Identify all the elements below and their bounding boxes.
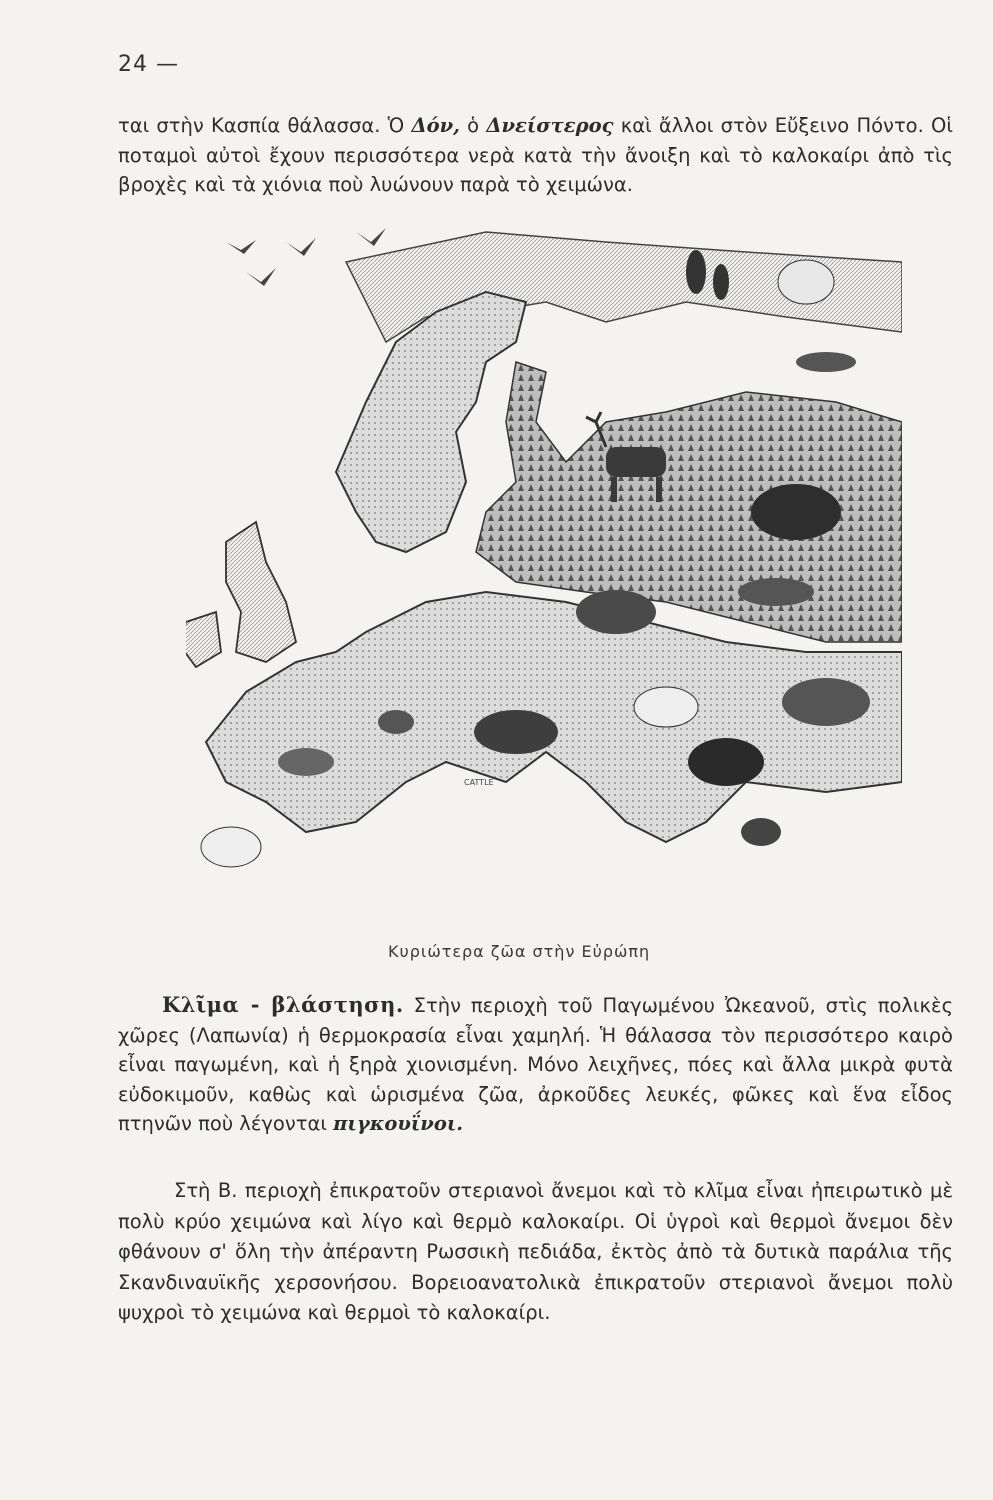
bison-icon [751,484,841,540]
intro-paragraph [118,111,953,200]
intro-text-3: ὁ [459,114,487,137]
river-don: Δόν, [411,114,460,137]
penguins-term: πιγκουΐνοι. [333,1112,464,1136]
longhorn-cattle-icon [782,678,870,726]
bear-icon [576,590,656,634]
climate-text: Στὴν περιοχὴ τοῦ Παγωμένου Ὠκεανοῦ, στὶς πολικὲς χῶρες (Λαπωνία) ἡ θερμοκρασία εἶναι χαμηλή. Ἡ θάλασσα τὸν περισσότερο καιρὸ εἶναι παγωμένη, καὶ ἡ ξηρὰ χιονισμένη. Μόνο λειχῆνες, πόες καὶ ἄλλα μικρὰ φυτὰ εὐδοκιμοῦν, καθὼς καὶ ὡρισμένα ζῶα, ἀρκοῦδες λευκές, φῶκες καὶ ἕνα εἶδος πτηνῶν ποὺ λέγονται [118,994,954,1136]
north-paragraph [118,1176,953,1329]
buffalo-icon [688,738,764,786]
cattle-map-label: CATTLE [464,778,494,787]
map-illustration [186,222,902,900]
goat-icon [378,710,414,734]
intro-text-4: καὶ ἄλλοι στὸν Εὔξεινο Πόντο. Οἱ ποταμοὶ αὐτοὶ ἔχουν περισσότερα νερὰ κατὰ τὴν ἄνοιξη καὶ τὸ καλοκαίρι ἀπὸ τὶς βροχὲς καὶ τὰ χιόνια ποὺ λυώνουν παρὰ τὸ χειμώνα. [118,114,953,196]
river-dneister: Δνείστερος [486,114,614,137]
polar-bear-icon [778,260,834,304]
climate-paragraph [118,990,953,1139]
europe-animals-map [186,222,902,900]
shepherd-goats-icon [278,748,334,776]
intro-text-2: Ὁ [387,114,412,137]
north-text: Στὴ Β. περιοχὴ ἐπικρατοῦν στεριανοὶ ἄνεμοι καὶ τὸ κλῖμα εἶναι ἠπειρωτικὸ μὲ πολὺ κρύο χειμώνα καὶ λίγο καὶ θερμὸ καλοκαίρι. Οἱ ὑγροὶ καὶ θερμοὶ ἄνεμοι δὲν φθάνουν σ' ὅλη τὴν ἀπέραντη Ρωσσικὴ πεδιάδα, ἐκτὸς ἀπὸ τὰ δυτικὰ παράλια τῆς Σκανδιναυϊκῆς χερσονήσου. Βορειοανατολικὰ ἐπικρατοῦν στεριανοὶ ἄνεμοι πολὺ ψυχροὶ τὸ χειμώνα καὶ θερμοὶ τὸ καλοκαίρι. [118,1179,953,1325]
wolf-icon [738,578,814,606]
figure-caption: Κυριώτερα ζῶα στὴν Εὐρώπη [388,942,651,961]
sheep-white-icon [634,687,698,727]
cattle-icon [474,710,558,754]
section-heading-climate: Κλῖμα - βλάστηση. [162,992,404,1017]
intro-text-1: ται στὴν Κασπία θάλασσα. [118,114,388,137]
ibex-icon [741,818,781,846]
page-number: 24 — [118,52,179,77]
seal-icon [796,352,856,372]
sheep-icon [201,827,261,867]
